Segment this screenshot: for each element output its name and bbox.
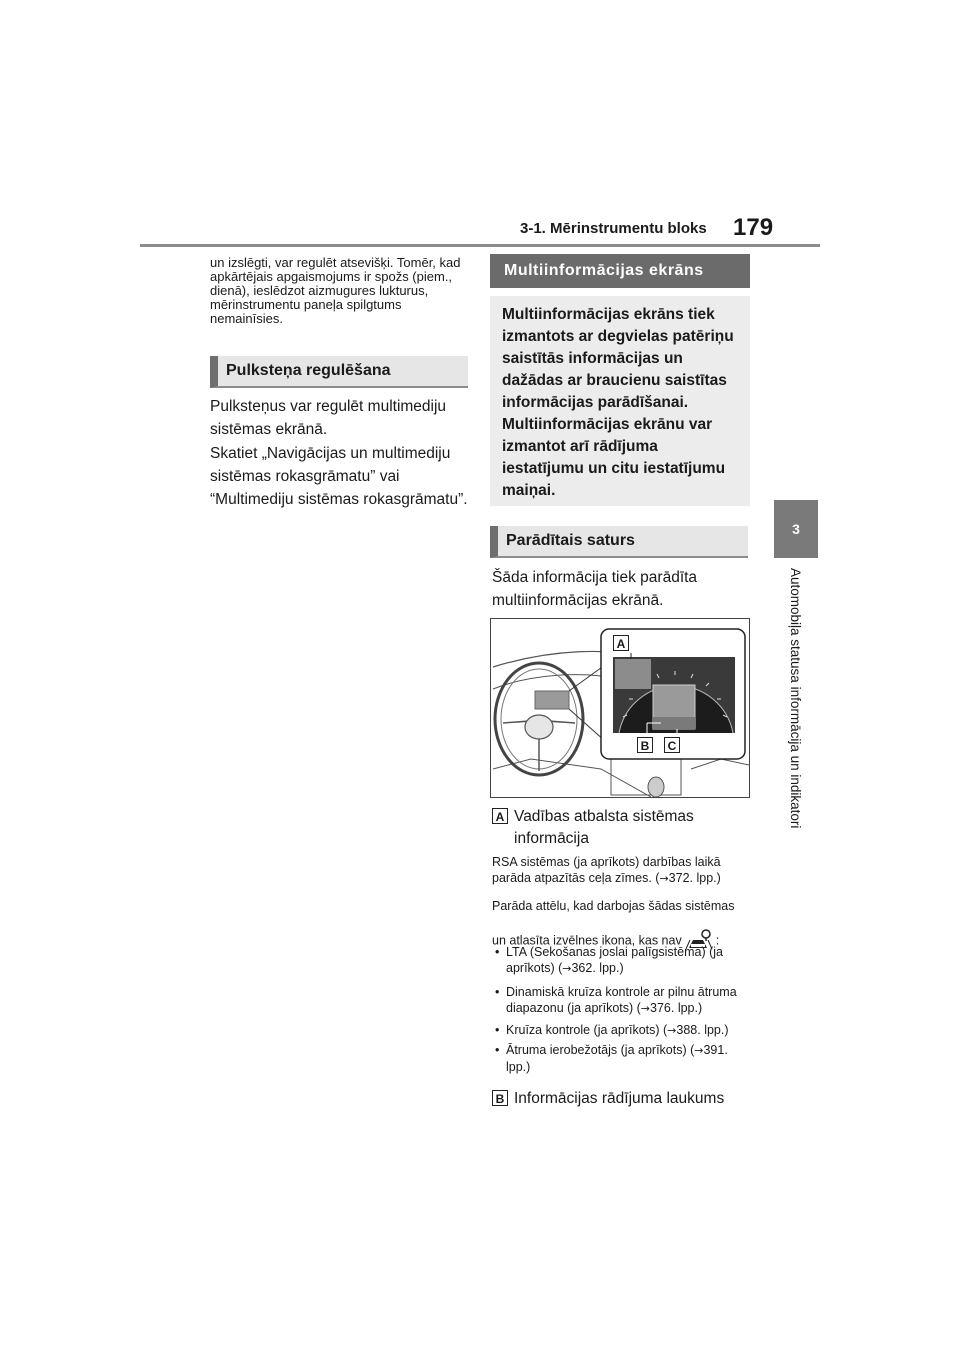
displayed-content-para: Šāda informācija tiek parādīta multiinformācijas ekrānā. bbox=[492, 569, 698, 609]
page-number: 179 bbox=[733, 214, 774, 241]
item-b-label: B bbox=[492, 1090, 508, 1106]
arrow-icon: → bbox=[694, 1044, 704, 1057]
heading-displayed-content: Parādītais saturs bbox=[490, 526, 748, 558]
multi-info-summary: Multiinformācijas ekrāns tiek izmantots ar degvielas patēriņu saistītās informācijas un dažādas ar braucienu saistītas informācijas parādīšanai. Multiinformācijas ekrānu var izmantot arī rādījuma iestatījumu un citu iestatījumu maiņai. bbox=[490, 296, 750, 506]
figure-label-c: C bbox=[664, 737, 680, 753]
bullet-dynamic-cruise-text: Dinamiskā kruīza kontrole ar pilnu ātruma diapazonu (ja aprīkots) ( bbox=[506, 985, 737, 1015]
bullet-speed-limiter-text: Ātruma ierobežotājs (ja aprīkots) ( bbox=[506, 1043, 695, 1057]
rsa-note bbox=[492, 854, 754, 887]
rsa-note-ref: 372. lpp.) bbox=[668, 871, 721, 885]
bullet-speed-limiter bbox=[492, 1042, 754, 1075]
bullet-cruise-text: Kruīza kontrole (ja aprīkots) ( bbox=[506, 1023, 668, 1037]
chapter-tab: 3 bbox=[774, 500, 818, 558]
item-a-title: Vadības atbalsta sistēmas informācija bbox=[514, 808, 694, 847]
menu-icon-note-colon: : bbox=[715, 933, 720, 948]
systems-note: Parāda attēlu, kad darbojas šādas sistēmas bbox=[492, 899, 735, 913]
menu-icon-note-text: un atlasīta izvēlnes ikona, kas nav bbox=[492, 933, 682, 948]
header-rule bbox=[140, 244, 820, 247]
arrow-icon: → bbox=[667, 1024, 677, 1037]
clock-para-1: Pulksteņus var regulēt multimediju sistēmas ekrānā. bbox=[210, 398, 447, 438]
figure-label-a: A bbox=[613, 635, 629, 651]
bullet-speed-limiter-ref: 391. lpp.) bbox=[506, 1043, 728, 1074]
bullet-cruise bbox=[492, 1022, 754, 1039]
arrow-icon: → bbox=[659, 872, 669, 885]
item-a-label: A bbox=[492, 808, 508, 824]
arrow-icon: → bbox=[562, 962, 572, 975]
item-b-title: Informācijas rādījuma laukums bbox=[514, 1090, 725, 1107]
chapter-side-title-text: Automobiļa statusa informācija un indikatori bbox=[788, 568, 803, 829]
rsa-note-text: RSA sistēmas (ja aprīkots) darbības laikā parāda atpazītās ceļa zīmes. ( bbox=[492, 855, 721, 885]
intro-text: un izslēgti, var regulēt atsevišķi. Tomēr, kad apkārtējais apgaismojums ir spožs (piem., dienā), ieslēdzot aizmugures lukturus, mērinstrumentu paneļa spilgtums nemainīsies. bbox=[210, 255, 461, 326]
heading-clock: Pulksteņa regulēšana bbox=[210, 356, 468, 388]
chapter-side-title bbox=[776, 568, 816, 868]
section-title: 3-1. Mērinstrumentu bloks bbox=[520, 220, 707, 237]
instrument-cluster-illustration bbox=[490, 618, 750, 798]
heading-multi-info: Multiinformācijas ekrāns bbox=[490, 254, 750, 288]
bullet-dynamic-cruise-ref: 376. lpp.) bbox=[650, 1001, 703, 1015]
bullet-lta bbox=[492, 944, 754, 977]
bullet-lta-text: LTA (Sekošanas joslai palīgsistēma) (ja aprīkots) ( bbox=[506, 945, 723, 975]
bullet-dynamic-cruise bbox=[492, 984, 754, 1017]
figure-label-b: B bbox=[637, 737, 653, 753]
bullet-lta-ref: 362. lpp.) bbox=[571, 961, 624, 975]
bullet-cruise-ref: 388. lpp.) bbox=[676, 1023, 729, 1037]
clock-para-2: Skatiet „Navigācijas un multimediju sistēmas rokasgrāmatu” vai “Multimediju sistēmas rokasgrāmatu”. bbox=[210, 445, 468, 508]
arrow-icon: → bbox=[640, 1002, 651, 1015]
